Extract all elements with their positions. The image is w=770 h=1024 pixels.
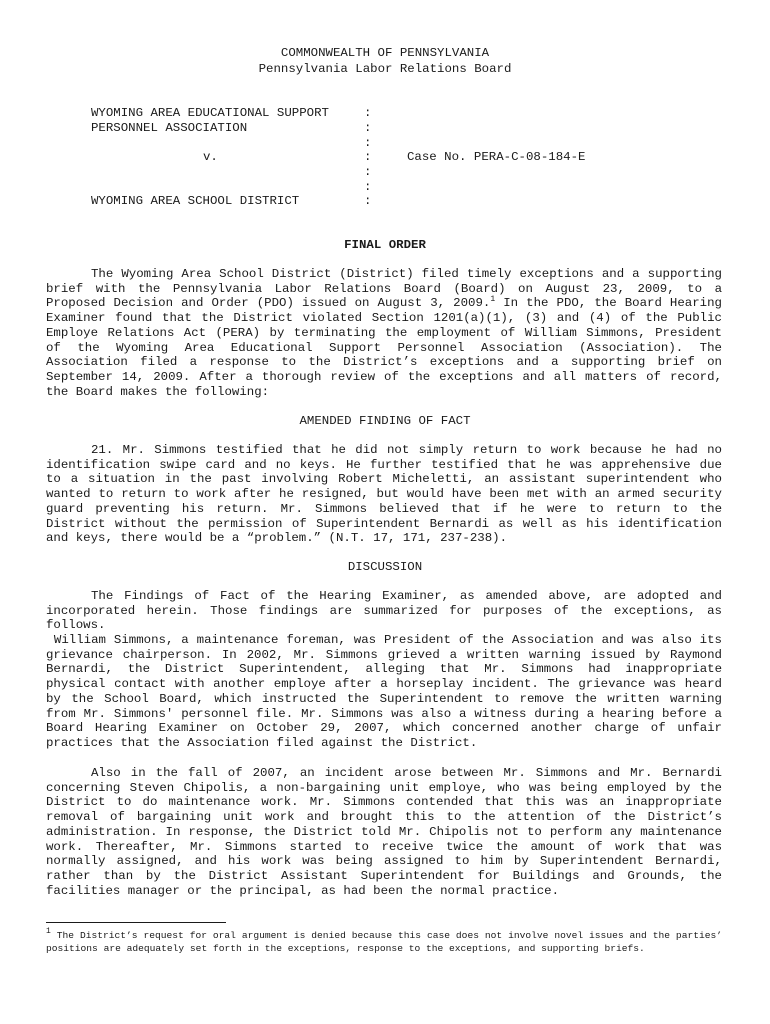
caption-colon: : — [364, 106, 372, 120]
caption-colon: : — [364, 150, 372, 164]
document-title: FINAL ORDER — [344, 238, 426, 252]
intro-text-a: The Wyoming Area School District (District) filed timely exceptions and a supporting brief with the Pennsylvania Labor Relations Board (Board) on August 23, 2009, to a Proposed Decision and Order (PDO) issued on August 3, 2009. — [46, 267, 722, 311]
case-number: Case No. PERA-C-08-184-E — [407, 150, 586, 164]
plaintiff-line-2: PERSONNEL ASSOCIATION — [91, 121, 248, 135]
header-board: Pennsylvania Labor Relations Board — [258, 62, 512, 76]
finding-21-paragraph: 21. Mr. Simmons testified that he did not simply return to work because he had no identification swipe card and no keys. He further testified that he was apprehensive due to a situation in the past involving Robert Micheletti, an assistant superintendent who wanted to return to work after he resigned, but would have been met with an armed security guard preventing his return. Mr. Simmons believed that if he were to return to the District without the permission of Superintendent Bernardi as well as his identification and keys, there would be a “problem.” (N.T. 17, 171, 237-238). — [46, 443, 722, 546]
intro-paragraph — [46, 267, 722, 399]
discussion-paragraph-1: The Findings of Fact of the Hearing Examiner, as amended above, are adopted and incorporated herein. Those findings are summarized for purposes of the exceptions, as follows. — [46, 589, 722, 633]
discussion-heading: DISCUSSION — [347, 560, 423, 574]
amended-finding-heading: AMENDED FINDING OF FACT — [299, 414, 471, 428]
discussion-paragraph-3: Also in the fall of 2007, an incident arose between Mr. Simmons and Mr. Bernardi concerning Steven Chipolis, a non-bargaining unit employe, who was being employed by the District to do maintenance work. Mr. Simmons contended that this was an inappropriate removal of bargaining unit work and brought this to the attention of the District’s administration. In response, the District told Mr. Chipolis not to perform any maintenance work. Thereafter, Mr. Simmons started to receive twice the amount of work that was normally assigned, and his work was being assigned to him by Superintendent Bernardi, rather than by the District Assistant Superintendent for Buildings and Grounds, the facilities manager or the principal, as had been the normal practice. — [46, 766, 722, 898]
footnote-mark: 1 — [46, 927, 51, 936]
plaintiff-line-1: WYOMING AREA EDUCATIONAL SUPPORT — [91, 106, 329, 120]
footnote-ref[interactable]: 1 — [490, 295, 496, 305]
footnote-divider — [46, 922, 226, 923]
caption-colon: : — [364, 165, 372, 179]
footnote — [46, 927, 722, 955]
discussion-paragraph-2: William Simmons, a maintenance foreman, was President of the Association and was also its grievance chairperson. In 2002, Mr. Simmons grieved a written warning issued by Raymond Bernardi, the District Superintendent, alleging that Mr. Simmons had inappropriate physical contact with another employe after a horseplay incident. The grievance was heard by the School Board, which instructed the Superintendent to remove the written warning from Mr. Simmons' personnel file. Mr. Simmons was also a witness during a hearing before a Board Hearing Examiner on October 29, 2007, which concerned another charge of unfair practices that the Association filed against the District. — [46, 633, 730, 750]
caption-colon: : — [364, 121, 372, 135]
intro-text-b: In the PDO, the Board Hearing Examiner found that the District violated Section 1201(a)(1), (3) and (4) of the Public Employe Relations Act (PERA) by terminating the employment of William Simmons, President of the Wyoming Area Educational Support Personnel Association (Association). The Association filed a response to the District’s exceptions and a supporting brief on September 14, 2009. After a thorough review of the exceptions and all matters of record, the Board makes the following: — [46, 296, 722, 399]
caption-colon: : — [364, 180, 372, 194]
caption-colon: : — [364, 194, 372, 208]
caption-colon: : — [364, 136, 372, 150]
header-commonwealth: COMMONWEALTH OF PENNSYLVANIA — [280, 46, 490, 60]
defendant: WYOMING AREA SCHOOL DISTRICT — [91, 194, 300, 208]
footnote-text: The District’s request for oral argument is denied because this case does not involve novel issues and the parties’ positions are adequately set forth in the exceptions, response to the exceptions, and supporting briefs. — [46, 930, 722, 954]
versus: v. — [203, 150, 218, 164]
